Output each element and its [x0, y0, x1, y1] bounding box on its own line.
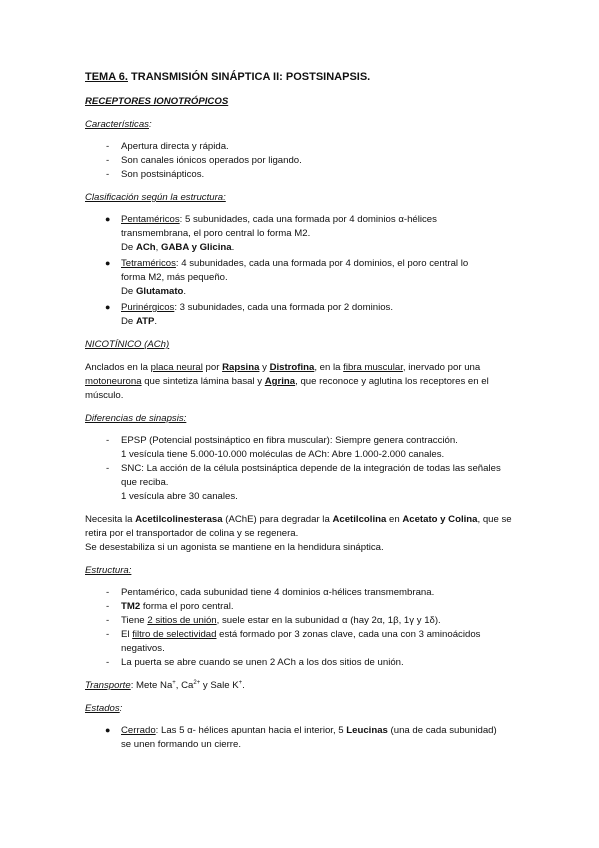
text-span: , que reconoce y aglutina los receptores en el [295, 376, 489, 387]
de-text: De [121, 286, 136, 297]
text-span: Tiene [121, 615, 148, 626]
de-text: De [121, 316, 136, 327]
snc-line2: que reciba. [121, 477, 169, 488]
text-span: (AChE) para degradar la [222, 514, 333, 525]
dash-bullet: - [106, 629, 110, 640]
snc-line1: SNC: La acción de la célula postsináptica depende de la integración de todas las señales [121, 463, 501, 474]
pentamericos-name: Pentaméricos [121, 214, 180, 225]
estructura-item4 [121, 629, 480, 641]
subheading-caracteristicas [85, 119, 152, 131]
superscript: + [238, 680, 243, 686]
acetilcolina-text: Acetilcolina [332, 514, 387, 525]
pentamericos-line3 [121, 242, 234, 254]
tetramericos-text1: : 4 subunidades, cada una formada por 4 dominios, el poro central lo [175, 258, 469, 269]
title-text: TRANSMISIÓN SINÁPTICA II: POSTSINAPSIS. [128, 71, 371, 83]
dot-bullet: ● [105, 258, 111, 268]
purinergicos-text1: : 3 subunidades, cada una formada por 2 dominios. [174, 302, 393, 313]
ache-para-line1 [85, 514, 512, 526]
tetramericos-name: Tetraméricos [121, 258, 176, 269]
fibra-text: fibra muscular [343, 362, 403, 373]
filtro-text: filtro de selectividad [132, 629, 217, 640]
subheading-nicotinico: NICOTÍNICO (ACh) [85, 339, 170, 350]
superscript: 2+ [193, 680, 201, 686]
estructura-item1: Pentamérico, cada subunidad tiene 4 dominios α-hélices transmembrana. [121, 587, 435, 598]
cerrado-text: Cerrado [121, 725, 156, 736]
text-span: que sintetiza lámina basal y [141, 376, 265, 387]
dash-bullet: - [106, 169, 110, 180]
dash-bullet: - [106, 463, 110, 474]
transporte-line [85, 680, 245, 692]
text-span: en [386, 514, 403, 525]
nicotinico-para-line1 [85, 362, 480, 374]
text-span: , suele estar en la subunidad α (hay 2α, 1β, 1γ y 1δ). [216, 615, 441, 626]
cerrado-line1 [121, 725, 497, 737]
text-span: (una de cada subunidad) [387, 725, 497, 736]
text-span: El [121, 629, 133, 640]
de-text: De [121, 242, 136, 253]
estructura-item3 [121, 615, 441, 627]
dash-bullet: - [106, 601, 110, 612]
caracteristicas-colon: : [148, 119, 152, 130]
motoneurona-text: motoneurona [85, 376, 142, 387]
dot-text: . [183, 286, 187, 297]
estructura-item5: La puerta se abre cuando se unen 2 ACh a los dos sitios de unión. [121, 657, 404, 668]
estructura-item4-line2: negativos. [121, 643, 165, 654]
purinergicos-line2 [121, 316, 157, 328]
text-span: : Las 5 α- hélices apuntan hacia el interior, 5 [155, 725, 347, 736]
dot-bullet: ● [105, 725, 111, 735]
glutamato-text: Glutamato [135, 286, 184, 297]
subheading-diferencias: Diferencias de sinapsis: [85, 413, 187, 424]
dash-bullet: - [106, 615, 110, 626]
ache-para-line2: retira por el transportador de colina y se regenera. [85, 528, 299, 539]
text-span: por [202, 362, 223, 373]
dash-bullet: - [106, 155, 110, 166]
leucinas-text: Leucinas [346, 725, 388, 736]
text-span: forma el poro central. [140, 601, 234, 612]
dot-text: . [154, 316, 158, 327]
tetramericos-line1 [121, 258, 468, 270]
atp-text: ATP [135, 316, 155, 327]
caracteristicas-heading: Características [85, 119, 149, 130]
sep-text: , [155, 242, 161, 253]
placa-text: placa neural [150, 362, 203, 373]
subheading-clasificacion: Clasificación según la estructura: [85, 192, 226, 203]
tetramericos-line3 [121, 286, 186, 298]
text-span: . [242, 680, 245, 691]
tm2-text: TM2 [121, 601, 141, 612]
cerrado-line2: se unen formando un cierre. [121, 739, 241, 750]
dash-bullet: - [106, 587, 110, 598]
text-span: , que se [477, 514, 512, 525]
dash-bullet: - [106, 657, 110, 668]
dot-text: . [231, 242, 235, 253]
text-span: está formado por 3 zonas clave, cada una con 3 aminoácidos [216, 629, 481, 640]
nicotinico-para-line2 [85, 376, 489, 388]
ach-text: ACh [135, 242, 156, 253]
snc-line3: 1 vesícula abre 30 canales. [121, 491, 238, 502]
list-item: Son postsinápticos. [121, 169, 205, 180]
estados-heading: Estados [85, 703, 120, 714]
text-span: , inervado por una [402, 362, 481, 373]
text-span: , Ca [175, 680, 194, 691]
ache-text: Acetilcolinesterasa [135, 514, 223, 525]
dash-bullet: - [106, 141, 110, 152]
section-heading-receptores: RECEPTORES IONOTRÓPICOS [85, 96, 229, 107]
rapsina-text: Rapsina [222, 362, 260, 373]
purinergicos-name: Purinérgicos [121, 302, 175, 313]
text-span: y Sale K [200, 680, 239, 691]
purinergicos-line1 [121, 302, 393, 314]
nicotinico-para-line3: músculo. [85, 390, 124, 401]
dot-bullet: ● [105, 302, 111, 312]
pentamericos-line2: transmembrana, el poro central lo forma M2. [121, 228, 311, 239]
estructura-item2 [121, 601, 234, 613]
title-number: TEMA 6. [85, 71, 128, 83]
subheading-estructura: Estructura: [85, 565, 132, 576]
subheading-estados [85, 703, 122, 715]
y-text: y [188, 242, 200, 253]
ache-para-line3: Se desestabiliza si un agonista se mantiene en la hendidura sináptica. [85, 542, 384, 553]
pentamericos-line1 [121, 214, 437, 226]
epsp-line1: EPSP (Potencial postsináptico en fibra muscular): Siempre genera contracción. [121, 435, 458, 446]
superscript: + [172, 680, 176, 686]
transporte-heading: Transporte [85, 680, 131, 691]
pentamericos-text1: : 5 subunidades, cada una formada por 4 dominios α-hélices [179, 214, 437, 225]
dot-bullet: ● [105, 214, 111, 224]
dash-bullet: - [106, 435, 110, 446]
distrofina-text: Distrofina [269, 362, 315, 373]
agrina-text: Agrina [264, 376, 296, 387]
sitios-text: 2 sitios de unión [147, 615, 217, 626]
epsp-line2: 1 vesícula tiene 5.000-10.000 moléculas de ACh: Abre 1.000-2.000 canales. [121, 449, 445, 460]
text-span: : Mete Na [130, 680, 173, 691]
gaba-text: GABA [161, 242, 189, 253]
list-item: Apertura directa y rápida. [121, 141, 229, 152]
text-span: Necesita la [85, 514, 136, 525]
text-span: , en la [314, 362, 344, 373]
glicina-text: Glicina [199, 242, 232, 253]
list-item: Son canales iónicos operados por ligando. [121, 155, 302, 166]
text-span: Anclados en la [85, 362, 151, 373]
text-span: y [259, 362, 270, 373]
estados-colon: : [119, 703, 123, 714]
tetramericos-line2: forma M2, más pequeño. [121, 272, 228, 283]
acetato-text: Acetato y Colina [402, 514, 478, 525]
page-title [85, 71, 370, 83]
